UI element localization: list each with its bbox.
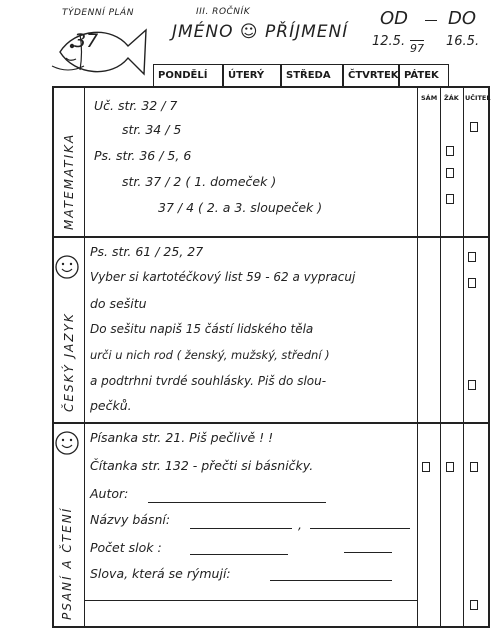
- frame-left: [52, 86, 54, 628]
- section-label-math: MATEMATIKA: [62, 132, 76, 230]
- checkbox-czech-teacher-2[interactable]: [468, 278, 476, 288]
- math-line-4: str. 37 / 2 ( 1. domeček ): [122, 174, 277, 189]
- reading-line-6: Slova, která se rýmují:: [90, 566, 231, 581]
- smiley-icon: [54, 254, 80, 280]
- tab-thursday[interactable]: [343, 64, 399, 86]
- year-value: 97: [410, 42, 424, 55]
- check-column-divider-2: [440, 86, 441, 626]
- checkbox-math-pupil-1[interactable]: [446, 146, 454, 156]
- grade-label: III. ROČNÍK: [196, 7, 251, 17]
- checkbox-reading-teacher-2[interactable]: [470, 600, 478, 610]
- label-column-divider: [84, 86, 85, 626]
- tab-thursday-label: ČTVRTEK: [348, 70, 399, 81]
- inner-bottom-line: [84, 600, 417, 601]
- fish-number: 37: [74, 30, 99, 52]
- stanza-count-blank-1[interactable]: [190, 554, 288, 555]
- tab-wednesday-label: STŘEDA: [286, 70, 331, 81]
- reading-line-2: Čítanka str. 132 - přečti si básničky.: [90, 458, 314, 473]
- frame-top: [52, 86, 490, 88]
- plan-label: TÝDENNÍ PLÁN: [62, 8, 134, 18]
- name-label: JMÉNO ☺ PŘÍJMENÍ: [172, 22, 349, 42]
- math-line-5: 37 / 4 ( 2. a 3. sloupeček ): [158, 200, 323, 215]
- czech-line-7: pečků.: [90, 398, 132, 413]
- poem-names-blank-2[interactable]: [310, 528, 410, 529]
- section-divider-2: [52, 422, 490, 424]
- stanza-count-blank-2[interactable]: [344, 552, 392, 553]
- czech-line-3: do sešitu: [90, 296, 147, 311]
- rhyming-words-blank[interactable]: [270, 580, 392, 581]
- smiley-icon-2: [54, 430, 80, 456]
- checkbox-math-teacher[interactable]: [470, 122, 478, 132]
- checkbox-reading-teacher-1[interactable]: [470, 462, 478, 472]
- col-head-pupil: ŽÁK: [444, 94, 459, 102]
- tab-monday[interactable]: [153, 64, 223, 86]
- czech-line-1: Ps. str. 61 / 25, 27: [90, 244, 204, 259]
- tab-tuesday-label: ÚTERÝ: [228, 70, 265, 81]
- check-column-divider-3: [463, 86, 464, 626]
- checkbox-reading-pupil[interactable]: [446, 462, 454, 472]
- date-from: 12.5.: [372, 34, 406, 49]
- czech-line-4: Do sešitu napiš 15 částí lidského těla: [90, 322, 314, 336]
- tab-friday[interactable]: [399, 64, 449, 86]
- math-line-3: Ps. str. 36 / 5, 6: [94, 148, 192, 163]
- tab-friday-label: PÁTEK: [404, 70, 439, 81]
- do-label: DO: [448, 8, 477, 29]
- dash-divider: [425, 20, 437, 21]
- reading-line-1: Písanka str. 21. Piš pečlivě ! !: [90, 430, 274, 445]
- od-label: OD: [380, 8, 409, 29]
- col-head-self: SÁM: [421, 94, 438, 102]
- check-column-divider-1: [417, 86, 418, 626]
- tab-wednesday[interactable]: [281, 64, 343, 86]
- col-head-teacher: UČITEL: [465, 94, 491, 102]
- reading-comma: ,: [298, 517, 302, 532]
- poem-names-blank-1[interactable]: [190, 528, 292, 529]
- checkbox-math-pupil-3[interactable]: [446, 194, 454, 204]
- czech-line-6: a podtrhni tvrdé souhlásky. Piš do slou-: [90, 374, 327, 388]
- frame-right: [488, 86, 490, 628]
- tab-tuesday[interactable]: [223, 64, 281, 86]
- checkbox-czech-teacher-3[interactable]: [468, 380, 476, 390]
- reading-line-5: Počet slok :: [90, 540, 162, 555]
- author-blank[interactable]: [148, 502, 326, 503]
- section-divider-1: [52, 236, 490, 238]
- date-to: 16.5.: [446, 34, 480, 49]
- fish-icon: [50, 22, 150, 82]
- checkbox-reading-self[interactable]: [422, 462, 430, 472]
- reading-line-3: Autor:: [90, 486, 129, 501]
- section-label-czech: ČESKÝ JAZYK: [62, 312, 76, 412]
- czech-line-2: Vyber si kartotéčkový list 59 - 62 a vypracuj: [90, 270, 356, 284]
- checkbox-math-pupil-2[interactable]: [446, 168, 454, 178]
- math-line-1: Uč. str. 32 / 7: [94, 98, 178, 113]
- math-line-2: str. 34 / 5: [122, 122, 182, 137]
- section-label-reading: PSANÍ A ČTENÍ: [60, 506, 74, 620]
- tab-monday-label: PONDĚLÍ: [158, 70, 208, 81]
- czech-line-5: urči u nich rod ( ženský, mužský, střední ): [90, 348, 330, 362]
- reading-line-4: Názvy básní:: [90, 512, 171, 527]
- frame-bottom: [52, 626, 490, 628]
- checkbox-czech-teacher-1[interactable]: [468, 252, 476, 262]
